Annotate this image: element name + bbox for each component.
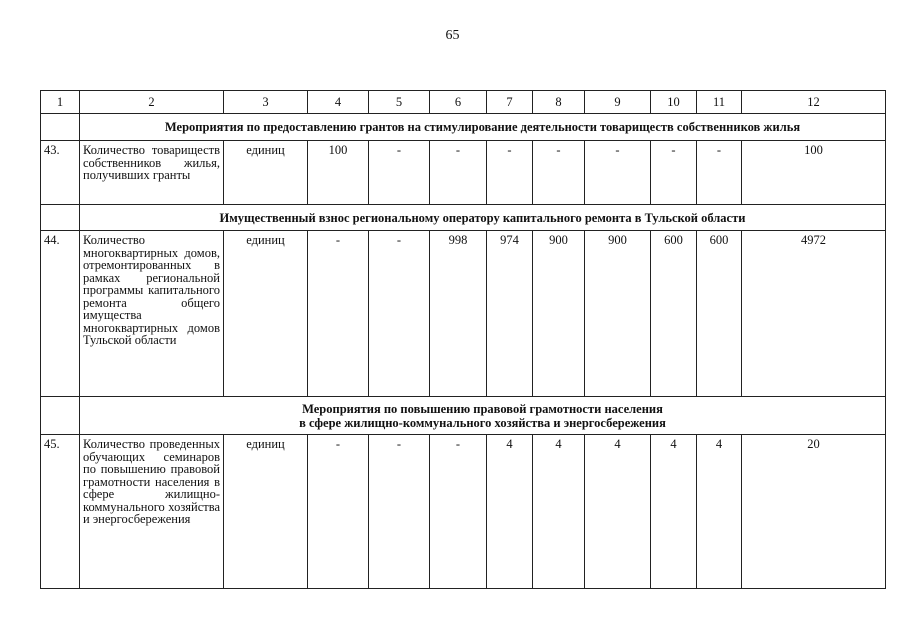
column-header: 4 xyxy=(308,91,369,114)
value-cell: - xyxy=(533,141,585,205)
indicator-name: Количество многоквартирных домов, отремонтированных в рамках региональной программы капитального ремонта общего имущества многоквартирных домов Тульской области xyxy=(80,231,224,397)
row-number: 44. xyxy=(41,231,80,397)
unit-cell: единиц xyxy=(224,435,308,589)
value-cell: - xyxy=(308,435,369,589)
value-cell: 900 xyxy=(585,231,651,397)
column-header: 9 xyxy=(585,91,651,114)
indicator-name: Количество товариществ собственников жилья, получивших гранты xyxy=(80,141,224,205)
value-cell: 900 xyxy=(533,231,585,397)
indicators-table xyxy=(40,90,886,589)
column-header: 6 xyxy=(430,91,487,114)
unit-cell: единиц xyxy=(224,141,308,205)
section-row xyxy=(41,114,886,141)
value-cell: - xyxy=(651,141,697,205)
value-cell: - xyxy=(369,141,430,205)
value-cell: - xyxy=(585,141,651,205)
section-title-line: Имущественный взнос региональному оператору капитального ремонта в Тульской области xyxy=(219,210,746,225)
header-row xyxy=(41,91,886,114)
value-cell: 600 xyxy=(697,231,742,397)
value-cell: 4 xyxy=(697,435,742,589)
unit-cell: единиц xyxy=(224,231,308,397)
value-cell: 4 xyxy=(487,435,533,589)
value-cell: 4 xyxy=(533,435,585,589)
table-row xyxy=(41,141,886,205)
value-cell: 100 xyxy=(308,141,369,205)
value-cell: 4 xyxy=(585,435,651,589)
section-row xyxy=(41,205,886,231)
column-header: 5 xyxy=(369,91,430,114)
column-header: 7 xyxy=(487,91,533,114)
value-cell: - xyxy=(430,435,487,589)
column-header: 1 xyxy=(41,91,80,114)
value-cell: - xyxy=(369,231,430,397)
value-cell: - xyxy=(369,435,430,589)
column-header: 2 xyxy=(80,91,224,114)
row-number: 43. xyxy=(41,141,80,205)
section-row xyxy=(41,397,886,435)
column-header: 3 xyxy=(224,91,308,114)
indicator-name: Количество проведенных обучающих семинаров по повышению правовой грамотности населения в сфере жилищно-коммунального хозяйства и энергосбережения xyxy=(80,435,224,589)
column-header: 12 xyxy=(742,91,886,114)
value-cell: - xyxy=(430,141,487,205)
section-title xyxy=(80,205,886,231)
total-cell: 20 xyxy=(742,435,886,589)
value-cell: 600 xyxy=(651,231,697,397)
value-cell: - xyxy=(308,231,369,397)
value-cell: - xyxy=(487,141,533,205)
section-title-line: Мероприятия по предоставлению грантов на стимулирование деятельности товариществ собственников жилья xyxy=(164,120,801,134)
value-cell: - xyxy=(697,141,742,205)
table-row xyxy=(41,435,886,589)
column-header: 11 xyxy=(697,91,742,114)
total-cell: 4972 xyxy=(742,231,886,397)
section-title xyxy=(80,114,886,141)
column-header: 10 xyxy=(651,91,697,114)
column-header: 8 xyxy=(533,91,585,114)
section-title-line: в сфере жилищно-коммунального хозяйства и энергосбережения xyxy=(299,415,666,430)
total-cell: 100 xyxy=(742,141,886,205)
table-row xyxy=(41,231,886,397)
section-title xyxy=(80,397,886,435)
value-cell: 4 xyxy=(651,435,697,589)
section-title-line: Мероприятия по повышению правовой грамотности населения xyxy=(302,401,663,416)
row-number: 45. xyxy=(41,435,80,589)
value-cell: 998 xyxy=(430,231,487,397)
page-number: 65 xyxy=(445,28,460,43)
value-cell: 974 xyxy=(487,231,533,397)
